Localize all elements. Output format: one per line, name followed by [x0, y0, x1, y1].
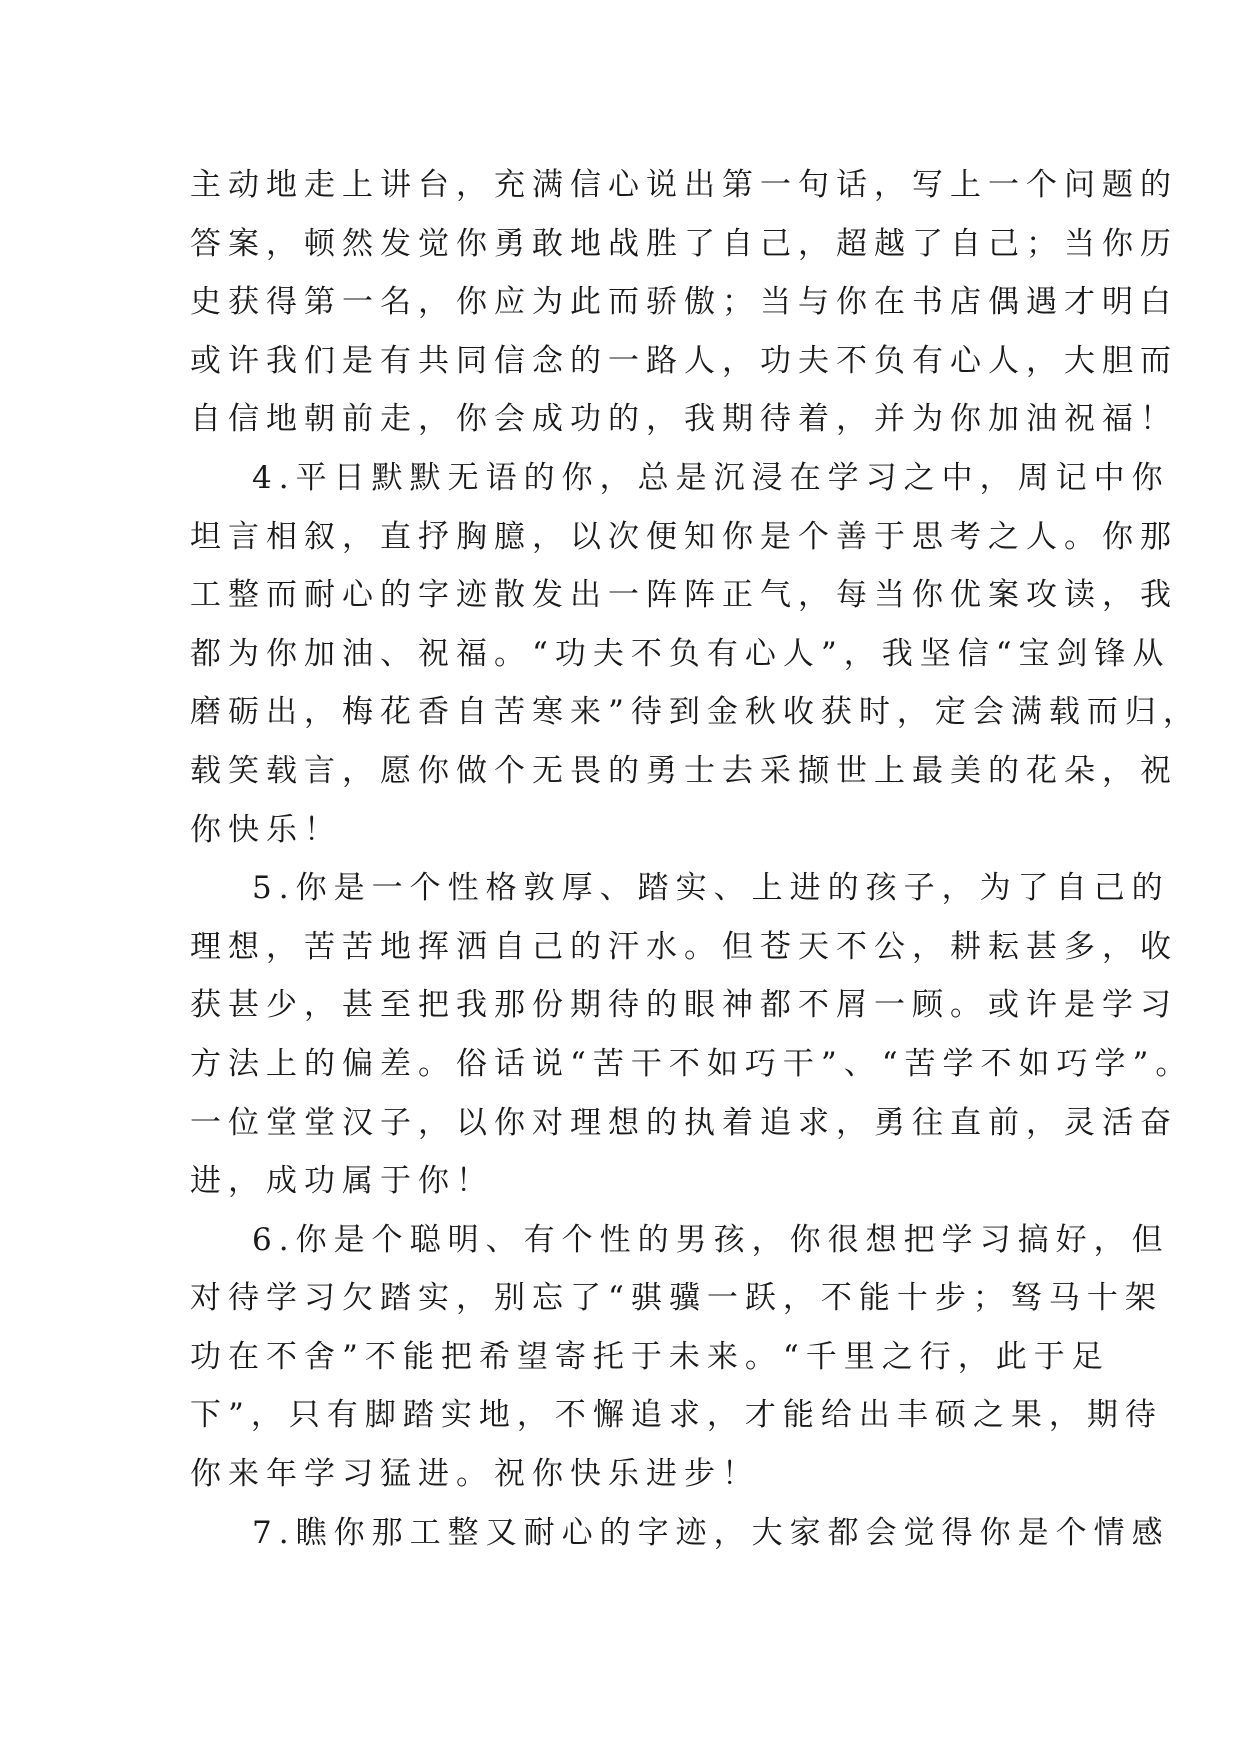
paragraph-start-line: 7.瞧你那工整又耐心的字迹，大家都会觉得你是个情感 [252, 1514, 1170, 1551]
text-line: 史获得第一名，你应为此而骄傲；当与你在书店偶遇才明白 [190, 284, 1178, 321]
text-line: 功在不舍”不能把希望寄托于未来。“千里之行，此于足 [190, 1338, 1110, 1375]
text-line: 你来年学习猛进。祝你快乐进步！ [190, 1456, 760, 1493]
text-line: 磨砺出，梅花香自苦寒来”待到金秋收获时，定会满载而归， [190, 694, 1201, 731]
text-line: 理想，苦苦地挥洒自己的汗水。但苍天不公，耕耘甚多，收 [190, 928, 1178, 965]
text-line: 自信地朝前走，你会成功的，我期待着，并为你加油祝福！ [190, 401, 1178, 438]
text-line: 答案，顿然发觉你勇敢地战胜了自己，超越了自己；当你历 [190, 225, 1178, 262]
paragraph-start-line: 6.你是个聪明、有个性的男孩，你很想把学习搞好，但 [252, 1221, 1170, 1258]
text-line: 进，成功属于你！ [190, 1163, 494, 1200]
paragraph-start-line: 5.你是一个性格敦厚、踏实、上进的孩子，为了自己的 [252, 870, 1170, 907]
text-line: 方法上的偏差。俗话说“苦干不如巧干”、“苦学不如巧学”。 [190, 1045, 1194, 1082]
text-line: 主动地走上讲台，充满信心说出第一句话，写上一个问题的 [190, 167, 1178, 203]
text-line: 坦言相叙，直抒胸臆，以次便知你是个善于思考之人。你那 [190, 518, 1178, 555]
paragraph-start-line: 4.平日默默无语的你，总是沉浸在学习之中，周记中你 [252, 459, 1170, 496]
text-line: 都为你加油、祝福。“功夫不负有心人”，我坚信“宝剑锋从 [190, 635, 1171, 672]
text-line: 载笑载言，愿你做个无畏的勇士去采撷世上最美的花朵，祝 [190, 752, 1178, 789]
text-line: 你快乐！ [190, 811, 342, 848]
text-line: 一位堂堂汉子，以你对理想的执着追求，勇往直前，灵活奋 [190, 1104, 1178, 1141]
text-line: 工整而耐心的字迹散发出一阵阵正气，每当你优案攻读，我 [190, 577, 1178, 614]
text-line: 对待学习欠踏实，别忘了“骐骥一跃，不能十步；驽马十架 [190, 1280, 1163, 1317]
text-line: 或许我们是有共同信念的一路人，功夫不负有心人，大胆而 [190, 342, 1178, 379]
text-line: 获甚少，甚至把我那份期待的眼神都不屑一顾。或许是学习 [190, 987, 1178, 1024]
document-body [190, 156, 1201, 1562]
text-line: 下”，只有脚踏实地，不懈追求，才能给出丰硕之果，期待 [190, 1397, 1163, 1434]
